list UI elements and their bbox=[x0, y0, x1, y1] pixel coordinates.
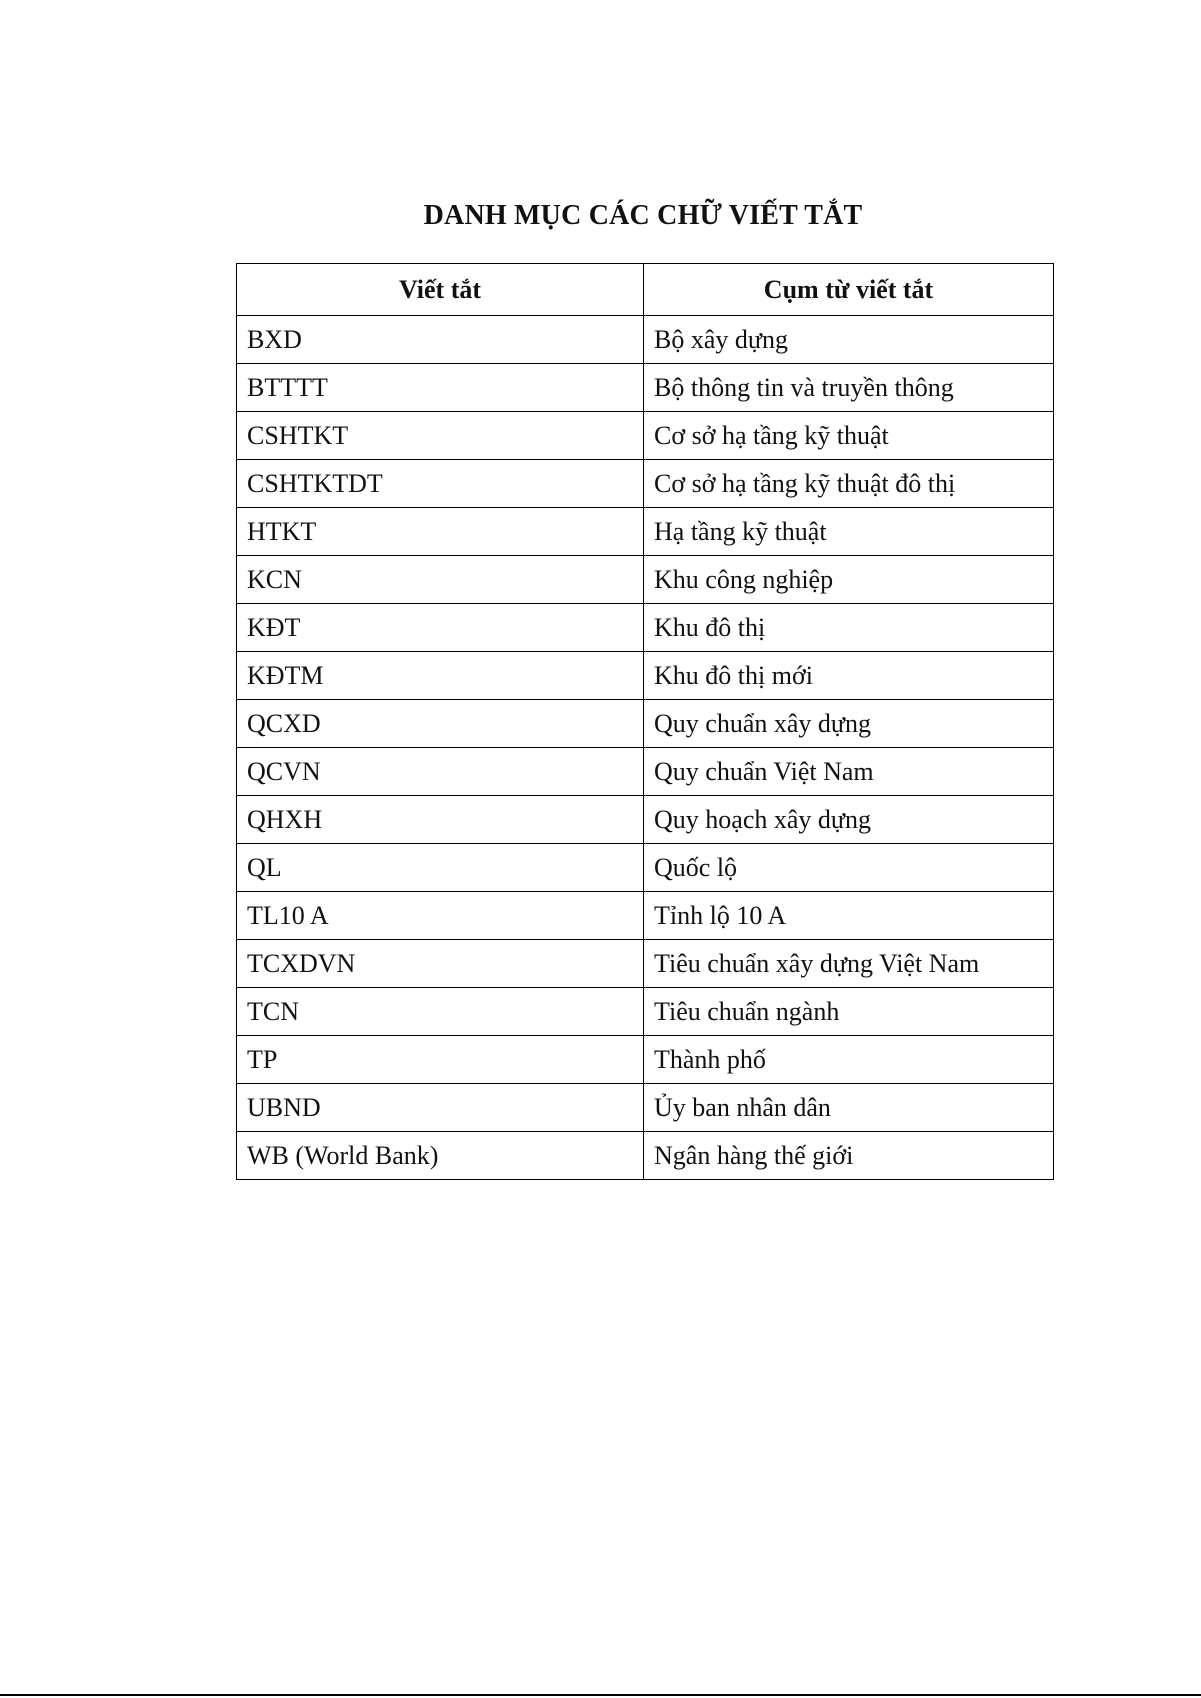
meaning-cell: Cơ sở hạ tầng kỹ thuật bbox=[644, 412, 1054, 460]
table-row bbox=[237, 940, 1054, 988]
abbreviation-cell: TL10 A bbox=[237, 892, 644, 940]
meaning-cell: Quy chuẩn Việt Nam bbox=[644, 748, 1054, 796]
table-row bbox=[237, 700, 1054, 748]
abbreviation-cell: TCXDVN bbox=[237, 940, 644, 988]
meaning-cell: Bộ xây dựng bbox=[644, 316, 1054, 364]
meaning-cell: Khu công nghiệp bbox=[644, 556, 1054, 604]
meaning-cell: Tiêu chuẩn ngành bbox=[644, 988, 1054, 1036]
table-row bbox=[237, 988, 1054, 1036]
abbreviation-cell: TP bbox=[237, 1036, 644, 1084]
meaning-cell: Quốc lộ bbox=[644, 844, 1054, 892]
page-bottom-border bbox=[0, 1694, 1201, 1696]
meaning-cell: Cơ sở hạ tầng kỹ thuật đô thị bbox=[644, 460, 1054, 508]
meaning-cell: Ngân hàng thế giới bbox=[644, 1132, 1054, 1180]
abbreviation-cell: KĐTM bbox=[237, 652, 644, 700]
table-row bbox=[237, 460, 1054, 508]
meaning-cell: Tiêu chuẩn xây dựng Việt Nam bbox=[644, 940, 1054, 988]
table-row bbox=[237, 412, 1054, 460]
table-row bbox=[237, 652, 1054, 700]
abbreviation-cell: KCN bbox=[237, 556, 644, 604]
meaning-cell: Quy hoạch xây dựng bbox=[644, 796, 1054, 844]
table-row bbox=[237, 844, 1054, 892]
abbreviation-cell: TCN bbox=[237, 988, 644, 1036]
abbreviation-cell: QCVN bbox=[237, 748, 644, 796]
meaning-cell: Khu đô thị bbox=[644, 604, 1054, 652]
meaning-cell: Quy chuẩn xây dựng bbox=[644, 700, 1054, 748]
meaning-cell: Tỉnh lộ 10 A bbox=[644, 892, 1054, 940]
table-row bbox=[237, 1036, 1054, 1084]
table-row bbox=[237, 1132, 1054, 1180]
abbreviation-cell: HTKT bbox=[237, 508, 644, 556]
table-row bbox=[237, 364, 1054, 412]
table-row bbox=[237, 508, 1054, 556]
table-body bbox=[237, 316, 1054, 1180]
abbreviation-cell: QL bbox=[237, 844, 644, 892]
abbreviation-cell: BXD bbox=[237, 316, 644, 364]
meaning-cell: Ủy ban nhân dân bbox=[644, 1084, 1054, 1132]
page-title: DANH MỤC CÁC CHỮ VIẾT TẮT bbox=[423, 200, 863, 231]
meaning-cell: Hạ tầng kỹ thuật bbox=[644, 508, 1054, 556]
abbreviation-cell: CSHTKTDT bbox=[237, 460, 644, 508]
abbreviation-cell: BTTTT bbox=[237, 364, 644, 412]
abbreviation-cell: QCXD bbox=[237, 700, 644, 748]
header-abbreviation: Viết tắt bbox=[237, 264, 644, 316]
abbreviation-cell: KĐT bbox=[237, 604, 644, 652]
meaning-cell: Thành phố bbox=[644, 1036, 1054, 1084]
table-row bbox=[237, 316, 1054, 364]
meaning-cell: Bộ thông tin và truyền thông bbox=[644, 364, 1054, 412]
table-row bbox=[237, 796, 1054, 844]
table-row bbox=[237, 892, 1054, 940]
table-row bbox=[237, 604, 1054, 652]
table-header-row bbox=[237, 264, 1054, 316]
abbreviation-cell: QHXH bbox=[237, 796, 644, 844]
abbreviation-cell: WB (World Bank) bbox=[237, 1132, 644, 1180]
abbreviation-table bbox=[236, 263, 1054, 1180]
abbreviation-cell: UBND bbox=[237, 1084, 644, 1132]
table-row bbox=[237, 556, 1054, 604]
abbreviation-cell: CSHTKT bbox=[237, 412, 644, 460]
header-meaning: Cụm từ viết tắt bbox=[644, 264, 1054, 316]
table-row bbox=[237, 1084, 1054, 1132]
table-row bbox=[237, 748, 1054, 796]
meaning-cell: Khu đô thị mới bbox=[644, 652, 1054, 700]
